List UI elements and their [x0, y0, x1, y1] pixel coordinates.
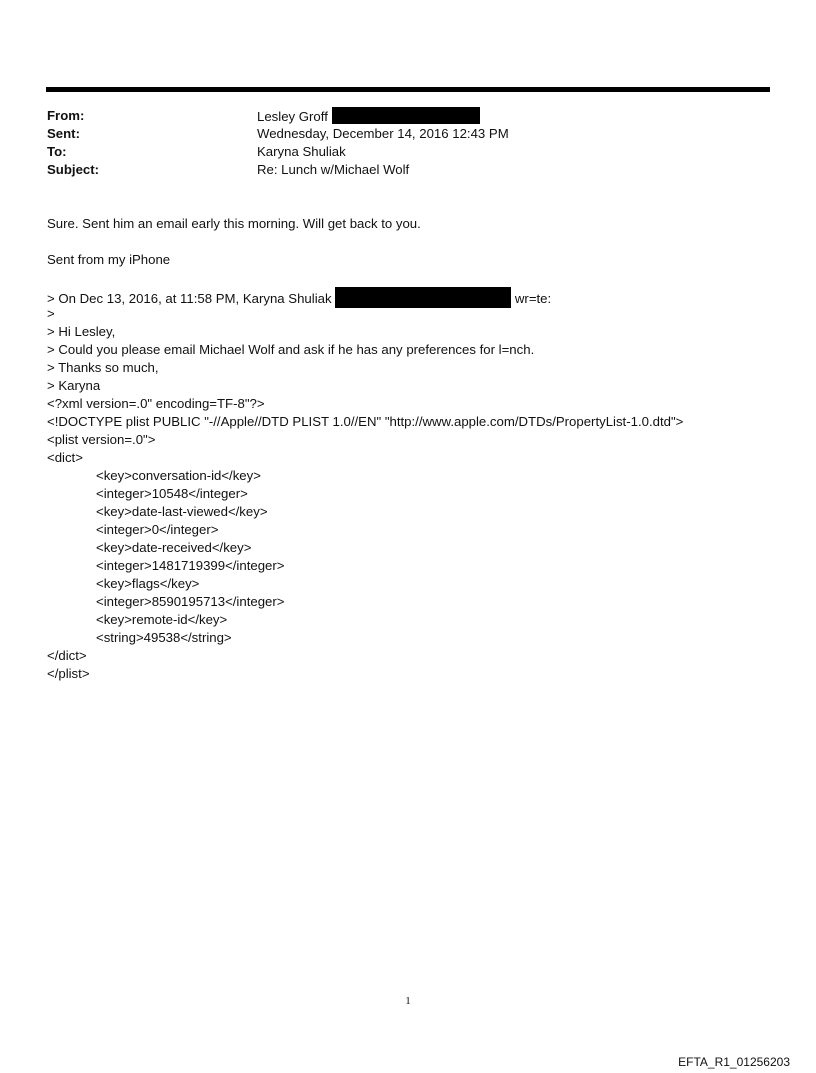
dict-close: </dict>	[47, 648, 87, 663]
dict-open: <dict>	[47, 450, 83, 465]
subject-value: Re: Lunch w/Michael Wolf	[257, 162, 410, 177]
quote-line: >	[47, 306, 55, 321]
plist-entry: <key>remote-id</key>	[96, 612, 228, 627]
plist-entry: <integer>10548</integer>	[96, 486, 248, 501]
to-label: To:	[47, 144, 67, 159]
header-rule	[46, 87, 770, 92]
plist-entry: <key>flags</key>	[96, 576, 200, 591]
quote-line: > Could you please email Michael Wolf and ask if he has any preferences for l=nch.	[47, 342, 535, 357]
quote-intro-before: > On Dec 13, 2016, at 11:58 PM, Karyna Shuliak	[47, 291, 332, 306]
plist-open: <plist version=.0">	[47, 432, 156, 447]
plist-entry: <key>date-received</key>	[96, 540, 252, 555]
reply-text: Sure. Sent him an email early this morning. Will get back to you.	[47, 216, 421, 231]
plist-entry: <integer>1481719399</integer>	[96, 558, 285, 573]
quote-intro	[47, 287, 551, 305]
quote-line: > Hi Lesley,	[47, 324, 116, 339]
from-name: Lesley Groff	[257, 109, 328, 124]
plist-entry: <string>49538</string>	[96, 630, 232, 645]
signature-text: Sent from my iPhone	[47, 252, 171, 267]
quote-intro-after: wr=te:	[514, 291, 552, 306]
quote-line: > Thanks so much,	[47, 360, 159, 375]
from-label: From:	[47, 108, 85, 123]
subject-row	[47, 161, 767, 179]
plist-doctype: <!DOCTYPE plist PUBLIC "-//Apple//DTD PLIST 1.0//EN" "http://www.apple.com/DTDs/PropertyList-1.0.dtd">	[47, 414, 684, 429]
from-value	[257, 107, 480, 126]
bates-stamp: EFTA_R1_01256203	[678, 1055, 790, 1069]
redaction-box	[335, 287, 511, 308]
plist-entry: <integer>0</integer>	[96, 522, 219, 537]
page-number: 1	[405, 995, 411, 1007]
sent-value: Wednesday, December 14, 2016 12:43 PM	[257, 126, 509, 141]
redaction-box	[332, 107, 480, 124]
plist-entry: <key>date-last-viewed</key>	[96, 504, 268, 519]
plist-xml-decl: <?xml version=.0" encoding=TF-8"?>	[47, 396, 265, 411]
from-row	[47, 107, 767, 125]
to-value: Karyna Shuliak	[257, 144, 346, 159]
sent-row	[47, 125, 767, 143]
subject-label: Subject:	[47, 162, 100, 177]
plist-entry: <integer>8590195713</integer>	[96, 594, 285, 609]
to-row	[47, 143, 767, 161]
sent-label: Sent:	[47, 126, 80, 141]
quote-line: > Karyna	[47, 378, 101, 393]
plist-close: </plist>	[47, 666, 90, 681]
plist-entry: <key>conversation-id</key>	[96, 468, 261, 483]
